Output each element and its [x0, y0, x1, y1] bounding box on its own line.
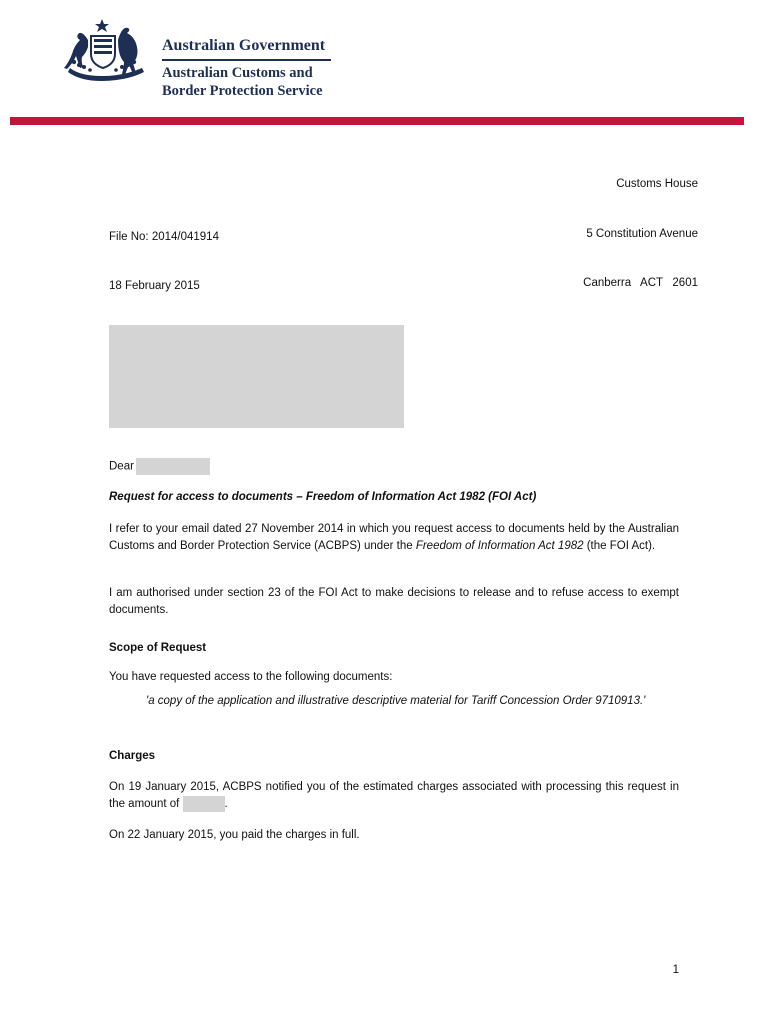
salutation	[109, 458, 679, 475]
address-line: Canberra ACT 2601	[583, 277, 698, 289]
charges-paragraph	[109, 779, 679, 812]
agency-name	[162, 64, 323, 100]
agency-name-line1: Australian Customs and	[162, 65, 313, 81]
redacted-recipient-address	[109, 325, 404, 428]
para1-text-c: (the FOI Act).	[583, 539, 656, 552]
coat-of-arms-logo	[62, 18, 150, 84]
scope-heading: Scope of Request	[109, 642, 207, 654]
address-line: Customs House	[616, 178, 698, 190]
payment-paragraph: On 22 January 2015, you paid the charges in full.	[109, 829, 360, 841]
file-number: File No: 2014/041914	[109, 231, 219, 243]
act-title: Freedom of Information Act 1982	[415, 539, 584, 552]
redacted-name	[136, 458, 210, 475]
scope-quote: 'a copy of the application and illustrative descriptive material for Tariff Concession Order 9710913.'	[146, 695, 646, 707]
charges-text-a: On 19 January 2015, ACBPS notified you of the estimated charges associated with processing this request in the amount of	[109, 781, 679, 810]
letter-date: 18 February 2015	[109, 280, 200, 292]
paragraph-intro	[109, 521, 679, 554]
redacted-amount	[183, 796, 225, 812]
page-number: 1	[672, 964, 679, 976]
scope-text: You have requested access to the following documents:	[109, 671, 393, 683]
para1-text-a: I refer to your email dated 27 November 2014 in which you request access to documents held by the Australian Customs and Border Protection Service (ACBPS) under the	[109, 523, 679, 552]
government-name: Australian Government	[162, 37, 326, 54]
paragraph-authority: I am authorised under section 23 of the FOI Act to make decisions to release and to refuse access to exempt documents.	[109, 587, 679, 616]
agency-name-line2: Border Protection Service	[162, 83, 323, 99]
address-line: 5 Constitution Avenue	[586, 227, 698, 240]
header-divider	[162, 59, 331, 61]
salutation-text: Dear	[109, 460, 134, 473]
subject-line: Request for access to documents – Freedom of Information Act 1982 (FOI Act)	[109, 491, 537, 503]
header-rule	[10, 117, 744, 125]
charges-text-b: .	[224, 797, 228, 810]
charges-heading: Charges	[109, 750, 156, 762]
